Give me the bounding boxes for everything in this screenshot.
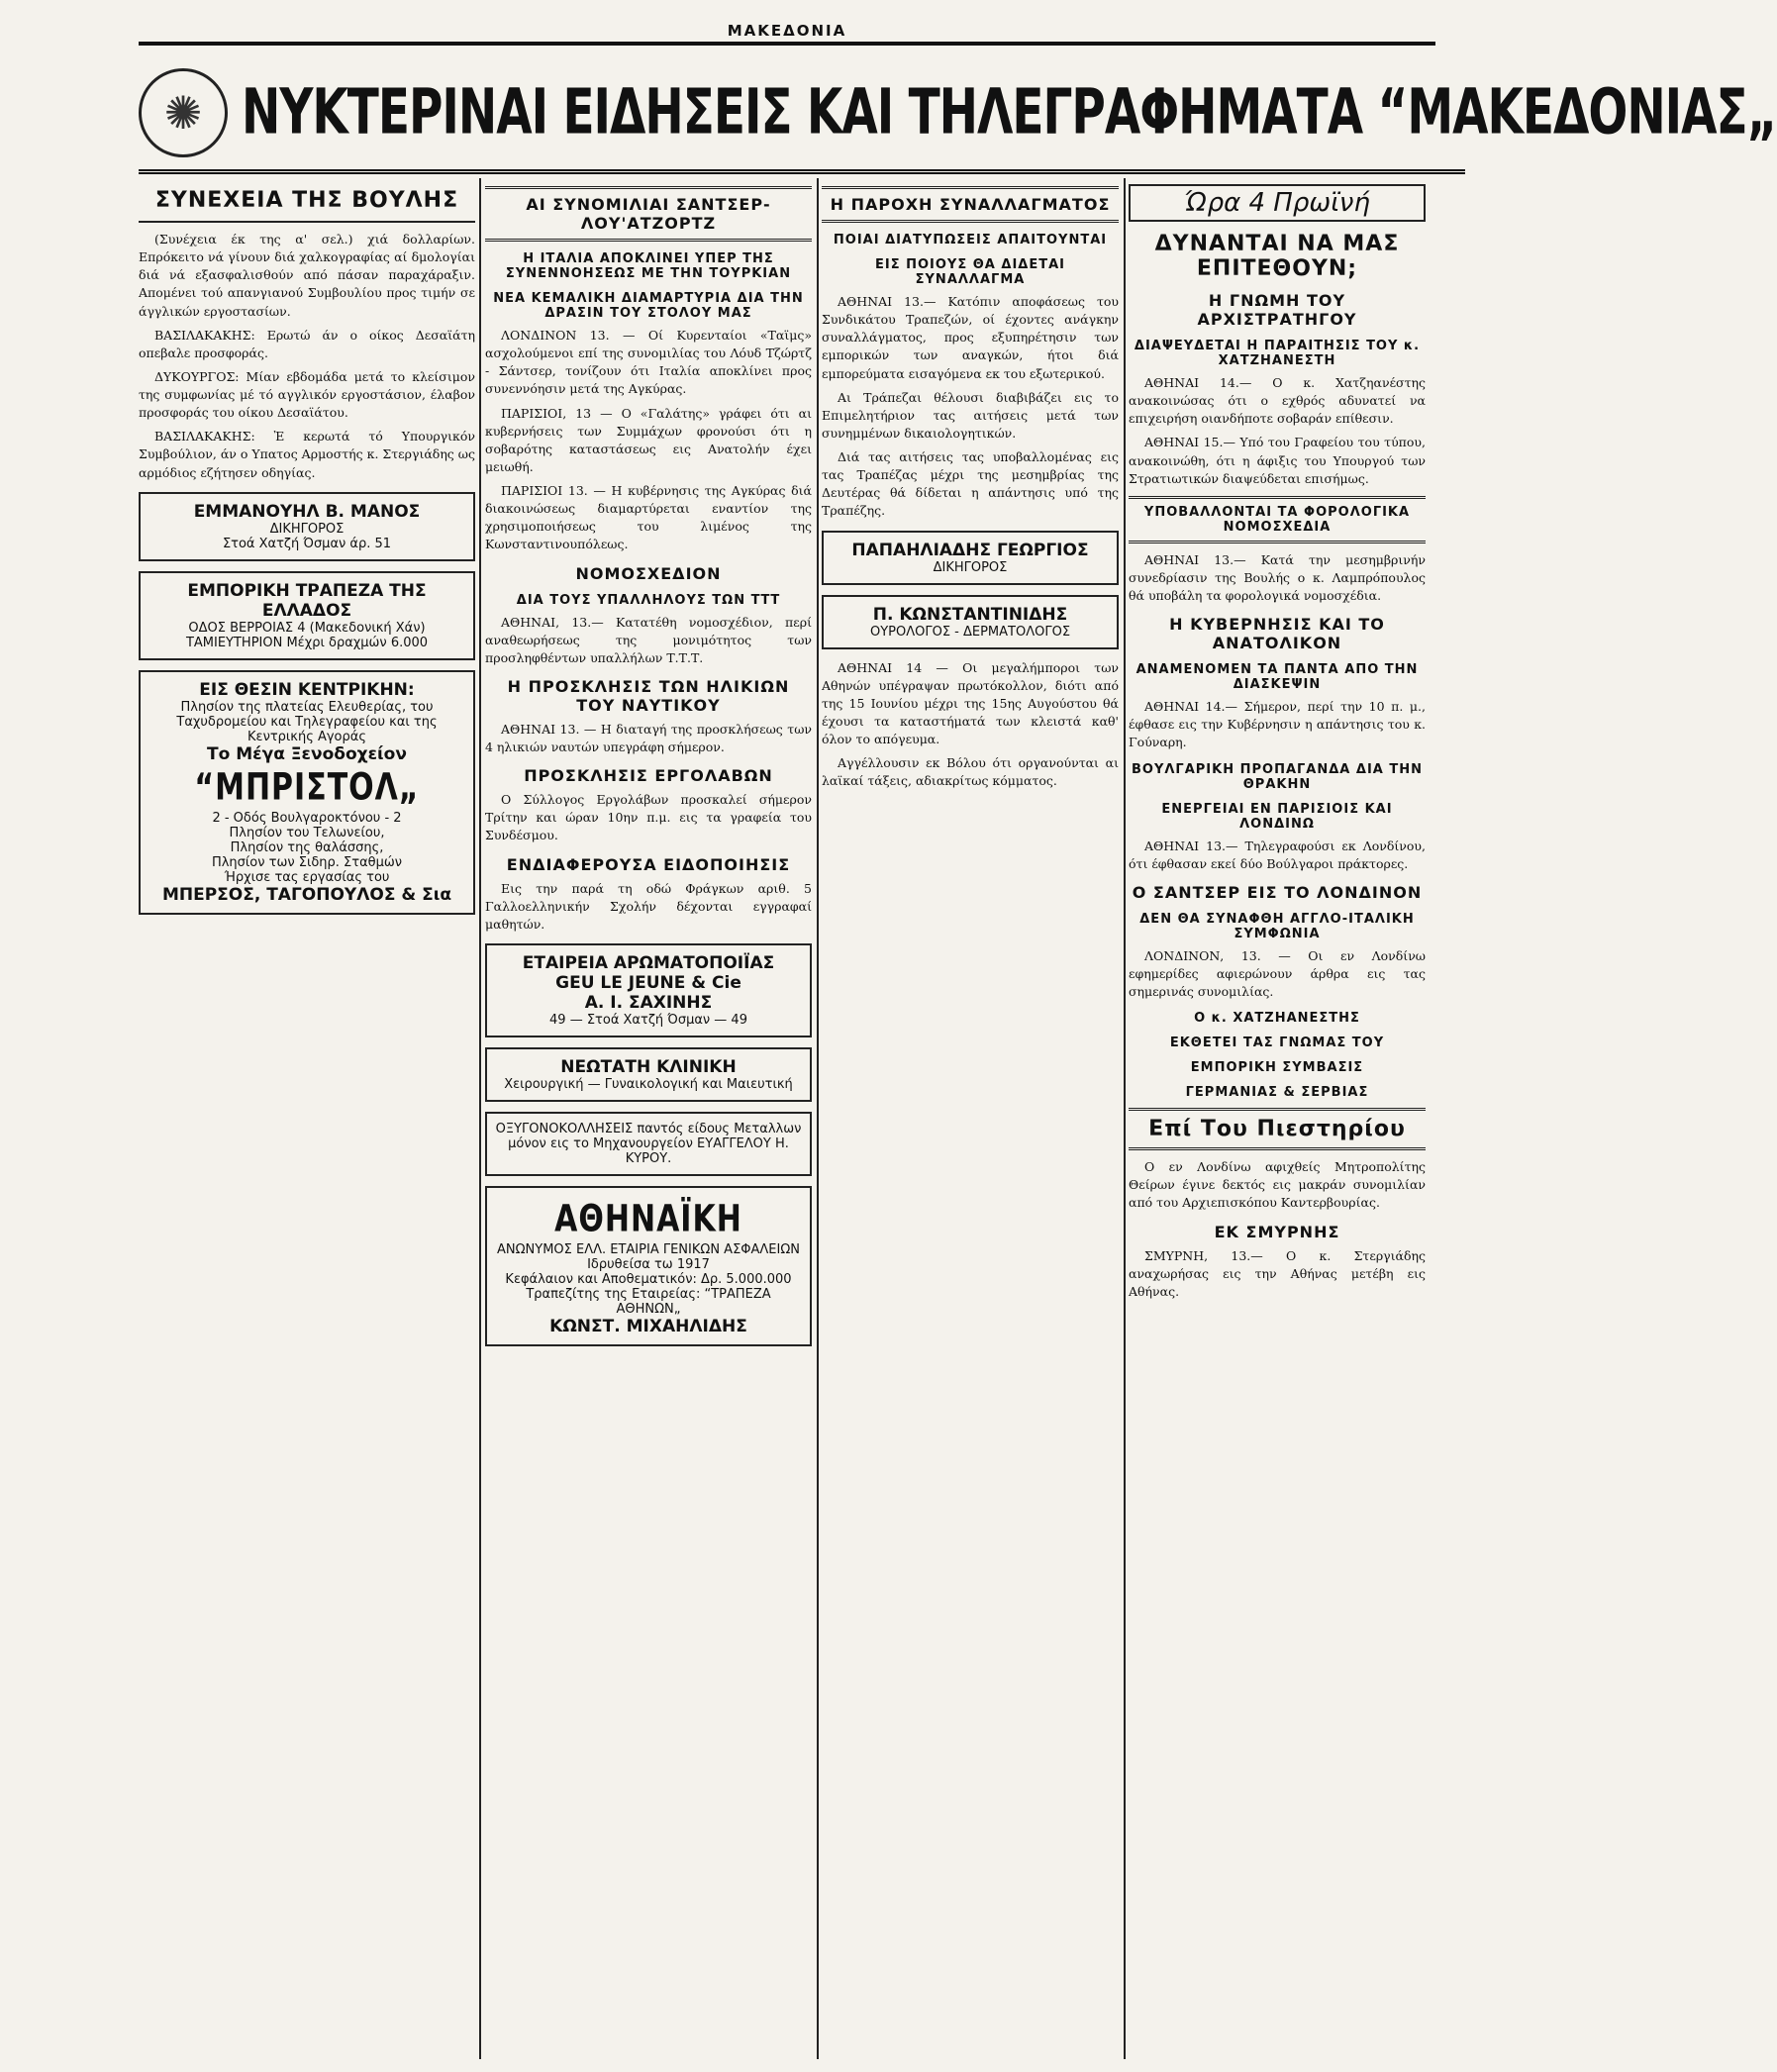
ad-title: ΠΑΠΑΗΛΙΑΔΗΣ ΓΕΩΡΓΙΟΣ xyxy=(851,540,1089,560)
ad-bank xyxy=(139,571,475,660)
crest-icon: ✺ xyxy=(139,68,228,157)
article-text: ΑΘΗΝΑΙ 13.— Κατά την μεσημβρινήν συνεδρίασιν της Βουλής ο κ. Λαμπρόπουλος θά υποβάλη τα φορολογικά νομοσχέδια. xyxy=(1129,551,1426,603)
article-text: Αι Τράπεζαι θέλουσι διαβιβάζει εις το Επιμελητήριον τας αιτήσεις μετά των συνημμένων δικαιολογητικών. xyxy=(822,389,1119,441)
ad-brand: GEU LE JEUNE & Cie xyxy=(555,972,741,993)
headline-xatzianestis: Ο κ. ΧΑΤΖΗΑΝΕΣΤΗΣ xyxy=(1194,1011,1360,1027)
ad-title: ΑΘΗΝΑΪΚΗ xyxy=(554,1197,742,1241)
subheadline: ΓΕΡΜΑΝΙΑΣ & ΣΕΡΒΙΑΣ xyxy=(1185,1085,1369,1101)
headline-nomosxedio: ΝΟΜΟΣΧΕΔΙΟΝ xyxy=(575,563,722,583)
divider xyxy=(139,221,475,223)
subheadline: ΔΙΑ ΤΟΥΣ ΥΠΑΛΛΗΛΟΥΣ ΤΩΝ ΤΤΤ xyxy=(516,592,781,608)
ad-title: ΝΕΩΤΑΤΗ ΚΛΙΝΙΚΗ xyxy=(560,1056,737,1077)
column-1 xyxy=(139,178,475,2059)
headline-santser: Ο ΣΑΝΤΣΕΡ ΕΙΣ ΤΟ ΛΟΝΔΙΝΟΝ xyxy=(1132,882,1423,902)
ad-title: ΕΜΠΟΡΙΚΗ ΤΡΑΠΕΖΑ ΤΗΣ ΕΛΛΑΔΟΣ xyxy=(187,580,427,621)
ad-manos xyxy=(139,492,475,561)
ad-address: ΟΔΟΣ ΒΕΡΡΟΙΑΣ 4 (Μακεδονική Χάν) xyxy=(188,620,426,636)
headline-vouli: ΣΥΝΕΧΕΙΑ ΤΗΣ ΒΟΥΛΗΣ xyxy=(154,188,459,213)
headline-piestiriou: Επί Του Πιεστηρίου xyxy=(1129,1108,1426,1150)
article-text: Εις την παρά τη οδώ Φράγκων αριθ. 5 Γαλλοελληνικήν Σχολήν δέχονται εγγραφαί μαθητών. xyxy=(485,880,812,932)
subheadline: Η ΙΤΑΛΙΑ ΑΠΟΚΛΙΝΕΙ ΥΠΕΡ ΤΗΣ ΣΥΝΕΝΝΟΗΣΕΩΣ ΜΕ ΤΗΝ ΤΟΥΡΚΙΑΝ xyxy=(505,251,792,281)
article-text: ΑΘΗΝΑΙ 13.— Τηλεγραφούσι εκ Λονδίνου, ότι έφθασαν εκεί δύο Βούλγαροι πράκτορες. xyxy=(1129,838,1426,871)
article-text: ΑΘΗΝΑΙ 13.— Κατόπιν αποφάσεως του Συνδικάτου Τραπεζών, οί έχοντες ανάγκην συναλλάγματος, προς εξυπηρέτησιν των εμπορικών των αναγκών, ήτοι διά εμπορεύματα εισαγόμενα εκ του εξωτερικού. xyxy=(822,294,1119,381)
ad-perfume xyxy=(485,943,812,1037)
ad-title: Π. ΚΩΝΣΤΑΝΤΙΝΙΔΗΣ xyxy=(872,604,1068,625)
headline-smyrni: ΕΚ ΣΜΥΡΝΗΣ xyxy=(1214,1222,1340,1241)
ad-open: Ήρχισε τας εργασίας του xyxy=(224,869,390,885)
subheadline: ΕΚΘΕΤΕΙ ΤΑΣ ΓΝΩΜΑΣ ΤΟΥ xyxy=(1169,1036,1385,1051)
headline-propaganda: ΒΟΥΛΓΑΡΙΚΗ ΠΡΟΠΑΓΑΝΔΑ ΔΙΑ ΤΗΝ ΘΡΑΚΗΝ xyxy=(1131,761,1423,792)
ad-address: Στοά Χατζή Όσμαν άρ. 51 xyxy=(222,536,392,551)
column-rule xyxy=(817,178,819,2059)
ad-near: Πλησίον του Τελωνείου, xyxy=(229,825,385,840)
ad-capital: Κεφάλαιον και Αποθεματικόν: Δρ. 5.000.000 xyxy=(505,1271,792,1287)
ad-year: Ιδρυθείσα τω 1917 xyxy=(587,1256,710,1272)
headline-prosklisis: Η ΠΡΟΣΚΛΗΣΙΣ ΤΩΝ ΗΛΙΚΙΩΝ ΤΟΥ ΝΑΥΤΙΚΟΥ xyxy=(507,676,790,715)
ad-top: ΕΙΣ ΘΕΣΙΝ ΚΕΝΤΡΙΚΗΝ: xyxy=(199,679,415,700)
ad-near: Πλησίον των Σιδηρ. Σταθμών xyxy=(211,854,403,870)
ad-hotel xyxy=(139,670,475,915)
ad-insurance xyxy=(485,1186,812,1346)
headline-sanzer: ΑΙ ΣΥΝΟΜΙΛΙΑΙ ΣΑΝΤΣΕΡ-ΛΟΥ'ΑΤΖΟΡΤΖ xyxy=(485,186,812,242)
ad-welding xyxy=(485,1112,812,1176)
subheadline: ΕΙΣ ΠΟΙΟΥΣ ΘΑ ΔΙΔΕΤΑΙ ΣΥΝΑΛΛΑΓΜΑ xyxy=(874,257,1065,287)
article-text: ΑΘΗΝΑΙ 14.— Σήμερον, περί την 10 π. μ., έφθασε εις την Κυβέρνησιν η απάντησις του κ. Γούναρη. xyxy=(1129,699,1426,750)
column-rule xyxy=(1124,178,1126,2059)
article-text: ΛΟΝΔΙΝΟΝ, 13. — Οι εν Λονδίνω εφημερίδες αφιερώνουν άρθρα εις τας σημερινάς συνομιλίας. xyxy=(1129,947,1426,999)
article-text: (Συνέχεια έκ της α' σελ.) χιά δολλαρίων. Επρόκειτο νά γίνουν διά χαλκογραφίας αί δμολογίαι διά νά εξασφαλισθούν από πάσαν παραχάραξιν. Απομένει τού απανγιανού Συμβουλίου προς τιμήν σε άγγλικών εργοστασίων. xyxy=(139,232,475,319)
article-text: ΛΟΝΔΙΝΟΝ 13. — Οί Κυρενταίοι «Ταϊμς» ασχολούμενοι επί της συνομιλίας του Λόυδ Τζώρτζ - Σάντσερ, τονίζουν ότι Ιταλία αποκλίνει προς συνεννόησιν μετά της Αγκύρας. xyxy=(485,328,812,397)
headline-forologika: ΥΠΟΒΑΛΛΟΝΤΑΙ ΤΑ ΦΟΡΟΛΟΓΙΚΑ ΝΟΜΟΣΧΕΔΙΑ xyxy=(1129,496,1426,543)
article-text: ΑΘΗΝΑΙ 14.— Ο κ. Χατζηανέστης ανακοινώσας ότι ο εχθρός αδυνατεί να επιχειρήση οιανδήποτε σοβαράν επίθεσιν. xyxy=(1129,375,1426,427)
article-text: ΑΘΗΝΑΙ, 13.— Κατατέθη νομοσχέδιον, περί αναθεωρήσεως της μονιμότητος των προσληφθέντων υπαλλήλων Τ.Τ.Τ. xyxy=(485,614,812,665)
article-text: ΑΘΗΝΑΙ 14 — Οι μεγαλήμποροι των Αθηνών υπέγραψαν πρωτόκολλον, διότι από της 15 Ιουνίου μέχρι της 15ης Αυγούστου θά έχουσι τα καταστήματά των κλειστά καθ' όλον το απόγευμα. xyxy=(822,659,1119,746)
article-text: ΒΑΣΙΛΑΚΑΚΗΣ: Ερωτώ άν ο οίκος Δεσαϊάτη οπεβαλε προσφοράς. xyxy=(139,327,475,360)
article-text: Ο εν Λονδίνω αφιχθείς Μητροπολίτης Θείρων έγινε δεκτός εις μακράν συνομιλίαν από του Αρχιεπισκόπου Καντερβουρίας. xyxy=(1129,1159,1426,1211)
ad-agent: ΚΩΝΣΤ. ΜΙΧΑΗΛΙΔΗΣ xyxy=(549,1316,747,1336)
subheadline: ΑΝΑΜΕΝΟΜΕΝ ΤΑ ΠΑΝΤΑ ΑΠΟ ΤΗΝ ΔΙΑΣΚΕΨΙΝ xyxy=(1135,662,1419,693)
headline-ergolavon: ΠΡΟΣΚΛΗΣΙΣ ΕΡΓΟΛΑΒΩΝ xyxy=(524,766,773,786)
article-text: ΠΑΡΙΣΙΟΙ, 13 — Ο «Γαλάτης» γράφει ότι αι κυβερνήσεις των Συμμάχων φρονούσι ότι η σοβαρότης καταστάσεως εις Ανατολήν έχει μειωθή. xyxy=(485,405,812,474)
banner-title: ΝΥΚΤΕΡΙΝΑΙ ΕΙΔΗΣΕΙΣ ΚΑΙ ΤΗΛΕΓΡΑΦΗΜΑΤΑ “ΜΑΚΕΔΟΝΙΑΣ„ xyxy=(242,75,1777,149)
ad-subtitle: ΑΝΩΝΥΜΟΣ ΕΛΛ. ΕΤΑΙΡΙΑ ΓΕΝΙΚΩΝ ΑΣΦΑΛΕΙΩΝ xyxy=(496,1241,801,1257)
masthead xyxy=(139,10,1435,46)
ad-clinic xyxy=(485,1047,812,1102)
ad-note: ΤΑΜΙΕΥΤΗΡΙΟΝ Μέχρι δραχμών 6.000 xyxy=(185,635,429,650)
article-text: ΑΘΗΝΑΙ 13. — Η διαταγή της προσκλήσεως των 4 ηλικιών ναυτών υπεγράφη σήμερον. xyxy=(485,721,812,754)
article-text: ΠΑΡΙΣΙΟΙ 13. — Η κυβέρνησις της Αγκύρας διά διακοινώσεως διαμαρτύρεται εναντίον της χρησιμοποιήσεως του λιμένος της Κωνσταντινουπόλεως. xyxy=(485,483,812,552)
subheadline: ΔΕΝ ΘΑ ΣΥΝΑΦΘΗ ΑΓΓΛΟ-ΙΤΑΛΙΚΗ ΣΥΜΦΩΝΙΑ xyxy=(1139,911,1415,941)
article-text: ΣΜΥΡΝΗ, 13.— Ο κ. Στεργιάδης αναχωρήσας εις την Αθήνας μετέβη εις Αθήνας. xyxy=(1129,1247,1426,1299)
ad-rep: Α. Ι. ΣΑΧΙΝΗΣ xyxy=(584,992,713,1013)
ad-street: 2 - Οδός Βουλγαροκτόνου - 2 xyxy=(212,810,402,826)
ad-near: Πλησίον της θαλάσσης, xyxy=(230,839,384,855)
subheadline: ΝΕΑ ΚΕΜΑΛΙΚΗ ΔΙΑΜΑΡΤΥΡΙΑ ΔΙΑ ΤΗΝ ΔΡΑΣΙΝ ΤΟΥ ΣΤΟΛΟΥ ΜΑΣ xyxy=(493,291,804,321)
ad-title: ΕΜΜΑΝΟΥΗΛ Β. ΜΑΝΟΣ xyxy=(193,501,421,522)
article-text: Διά τας αιτήσεις τας υποβαλλομένας εις τας Τραπέζας μέχρι της μεσημβρίας της Δευτέρας θά δίδεται η απάντησις υπό της Τραπέζης. xyxy=(822,449,1119,519)
subheadline: ΕΝΕΡΓΕΙΑΙ ΕΝ ΠΑΡΙΣΙΟΙΣ ΚΑΙ ΛΟΝΔΙΝΩ xyxy=(1161,801,1393,832)
ad-lawyer xyxy=(822,531,1119,585)
headline-eidopoiisis: ΕΝΔΙΑΦΕΡΟΥΣΑ ΕΙΔΟΠΟΙΗΣΙΣ xyxy=(506,854,791,874)
ad-doctor xyxy=(822,595,1119,649)
late-edition-banner: Ώρα 4 Πρωϊνή xyxy=(1129,184,1426,222)
paper-name: ΜΑΚΕΔΟΝΙΑ xyxy=(727,22,847,40)
ad-subtitle: Χειρουργική — Γυναικολογική και Μαιευτική xyxy=(504,1076,793,1092)
subheadline: ΠΟΙΑΙ ΔΙΑΤΥΠΩΣΕΙΣ ΑΠΑΙΤΟΥΝΤΑΙ xyxy=(833,233,1108,247)
headline-synallagma: Η ΠΑΡΟΧΗ ΣΥΝΑΛΛΑΓΜΑΤΟΣ xyxy=(822,186,1119,223)
ad-title: ΕΤΑΙΡΕΙΑ ΑΡΩΜΑΤΟΠΟΙΪΑΣ xyxy=(522,952,775,973)
article-text: ΔΥΚΟΥΡΓΟΣ: Μίαν εβδομάδα μετά το κλείσιμον της συμφωνίας μέ τό αγγλικόν εργοστάσιον, έλαβον προσφοράς του οίκου Δεσαϊάτου. xyxy=(139,368,475,421)
article-text: Ο Σύλλογος Εργολάβων προσκαλεί σήμερον Τρίτην και ώραν 10ην π.μ. εις τα γραφεία του Συνδέσμου. xyxy=(485,792,812,843)
column-3 xyxy=(822,178,1119,2059)
subheadline: Η ΓΝΩΜΗ ΤΟΥ ΑΡΧΙΣΤΡΑΤΗΓΟΥ xyxy=(1197,291,1357,329)
column-rule xyxy=(479,178,481,2059)
ad-subtitle: ΔΙΚΗΓΟΡΟΣ xyxy=(933,559,1008,575)
headline-anatolikon: Η ΚΥΒΕΡΝΗΣΙΣ ΚΑΙ ΤΟ ΑΝΑΤΟΛΙΚΟΝ xyxy=(1169,615,1385,653)
article-text: ΑΘΗΝΑΙ 15.— Υπό του Γραφείου του τύπου, ανακοινώθη, ότι η άφιξις του Υπουργού των Στρατιωτικών διαψεύδεται επισήμως. xyxy=(1129,435,1426,486)
ad-owners: ΜΠΕΡΣΟΣ, ΤΑΓΟΠΟΥΛΟΣ & Σια xyxy=(161,884,452,905)
ad-hotel-name: “ΜΠΡΙΣΤΟΛ„ xyxy=(194,765,420,809)
ad-address: 49 — Στοά Χατζή Όσμαν — 49 xyxy=(549,1012,747,1028)
headline-epithesi: ΔΥΝΑΝΤΑΙ ΝΑ ΜΑΣ ΕΠΙΤΕΘΟΥΝ; xyxy=(1154,232,1400,281)
column-4 xyxy=(1129,178,1426,2059)
ad-intro: Το Μέγα Ξενοδοχείον xyxy=(207,743,407,764)
banner xyxy=(139,55,1777,174)
ad-title: ΟΞΥΓΟΝΟΚΟΛΛΗΣΕΙΣ παντός είδους Μεταλλων μόνον εις το Μηχανουργείον ΕΥΑΓΓΕΛΟΥ Η. ΚΥΡΟΥ. xyxy=(495,1121,802,1166)
ad-bank: Τραπεζίτης της Εταιρείας: “ΤΡΑΠΕΖΑ ΑΘΗΝΩΝ„ xyxy=(526,1286,771,1317)
column-2 xyxy=(485,178,812,2059)
article-text: ΒΑΣΙΛΑΚΑΚΗΣ: Ἐ κερωτά τό Υπουργικόν Συμβούλιον, άν ο Υπατος Αρμοστής κ. Στεργιάδης ως αρμόδιος εζήτησεν οδηγίας. xyxy=(139,429,475,480)
ad-line: Πλησίον της πλατείας Ελευθερίας, του Ταχυδρομείου και Τηλεγραφείου και της Κεντρικής Αγοράς xyxy=(176,699,438,744)
headline-symvasis: ΕΜΠΟΡΙΚΗ ΣΥΜΒΑΣΙΣ xyxy=(1190,1060,1364,1076)
article-text: Αγγέλλουσιν εκ Βόλου ότι οργανούνται αι λαϊκαί τάξεις, αδιακρίτως κόμματος. xyxy=(822,755,1119,789)
ad-subtitle: ΟΥΡΟΛΟΓΟΣ - ΔΕΡΜΑΤΟΛΟΓΟΣ xyxy=(869,624,1071,640)
subheadline: ΔΙΑΨΕΥΔΕΤΑΙ Η ΠΑΡΑΙΤΗΣΙΣ ΤΟΥ κ. ΧΑΤΖΗΑΝΕΣΤΗ xyxy=(1134,339,1421,368)
ad-subtitle: ΔΙΚΗΓΟΡΟΣ xyxy=(269,521,345,537)
